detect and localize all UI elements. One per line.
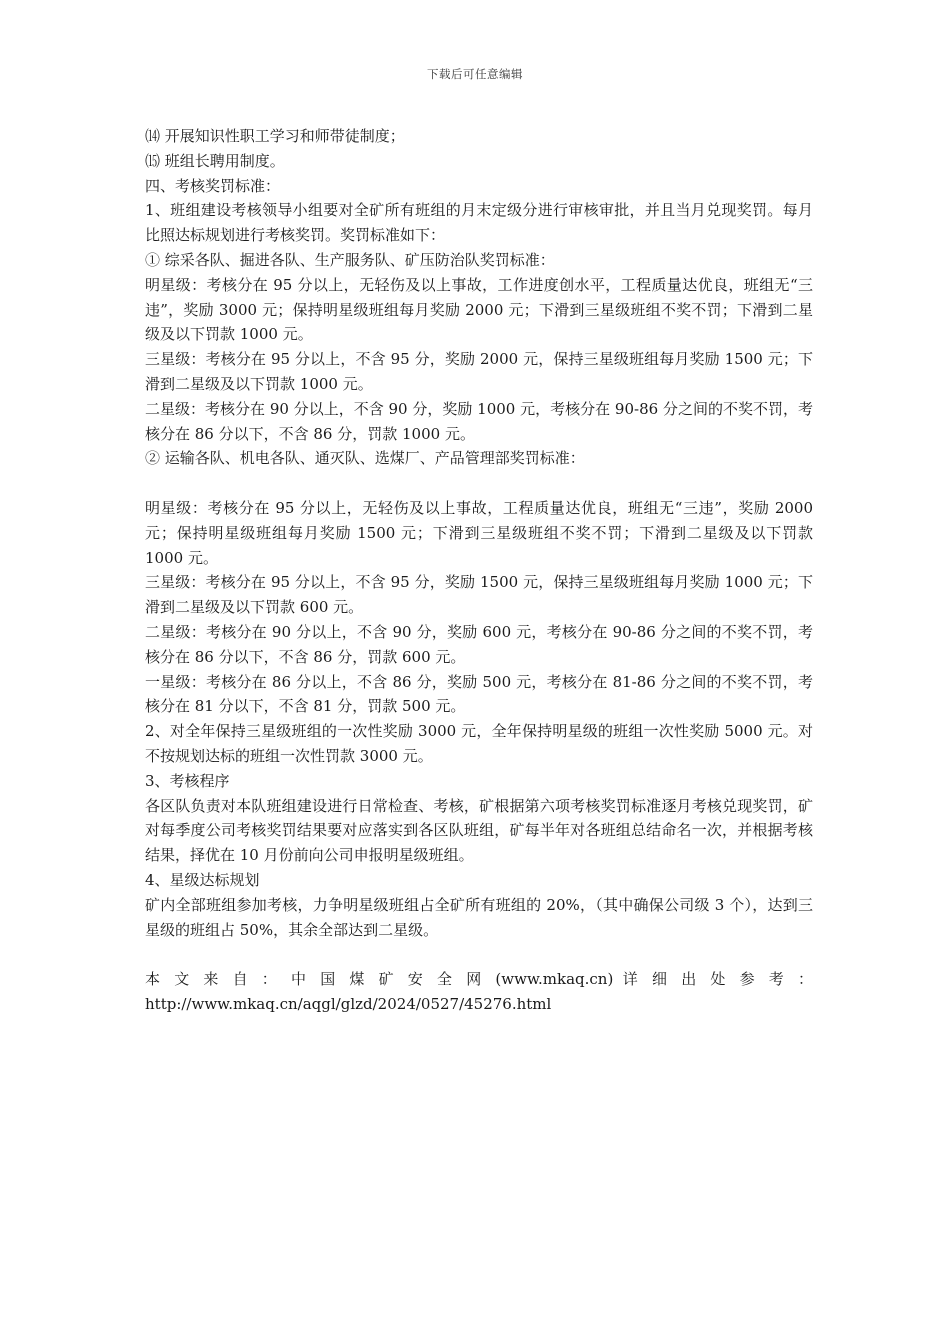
group2-one-star: 一星级：考核分在 86 分以上，不含 86 分，奖励 500 元，考核分在 81-86 分之间的不奖不罚，考核分在 81 分以下，不含 81 分，罚款 500 元。 bbox=[145, 672, 813, 716]
subheading-group-2: ② 运输各队、机电各队、通灭队、选煤厂、产品管理部奖罚标准： bbox=[145, 449, 585, 468]
source-url: http://www.mkaq.cn/aqgl/glzd/2024/0527/45276.html bbox=[145, 994, 552, 1013]
paragraph-procedure: 各区队负责对本队班组建设进行日常检查、考核，矿根据第六项考核奖罚标准逐月考核兑现奖罚，矿对每季度公司考核奖罚结果要对应落实到各区队班组，矿每半年对各班组总结命名一次，并根据考核结果，择优在 10 月份前向公司申报明星级班组。 bbox=[145, 796, 813, 865]
group1-star-level: 明星级：考核分在 95 分以上，无轻伤及以上事故，工作进度创水平，工程质量达优良，班组无“三违”，奖励 3000 元；保持明星级班组每月奖励 2000 元；下滑到三星级班组不奖不罚；下滑到二星级及以下罚款 1000 元。 bbox=[145, 275, 813, 344]
paragraph-plan: 矿内全部班组参加考核，力争明星级班组占全矿所有班组的 20%，（其中确保公司级 3 个），达到三星级的班组占 50%，其余全部达到二星级。 bbox=[145, 895, 813, 939]
section-heading-4b: 4、星级达标规划 bbox=[145, 870, 260, 889]
section-heading-3: 3、考核程序 bbox=[145, 771, 230, 790]
document-body bbox=[145, 124, 813, 1017]
group1-two-star: 二星级：考核分在 90 分以上，不含 90 分，奖励 1000 元，考核分在 90-86 分之间的不奖不罚，考核分在 86 分以下，不含 86 分，罚款 1000 元。 bbox=[145, 399, 813, 443]
group2-star-level: 明星级：考核分在 95 分以上，无轻伤及以上事故，工程质量达优良，班组无“三违”，奖励 2000 元；保持明星级班组每月奖励 1500 元；下滑到三星级班组不奖不罚；下滑到二星级及以下罚款 1000 元。 bbox=[145, 498, 813, 567]
paragraph-rule-2: 2、对全年保持三星级班组的一次性奖励 3000 元，全年保持明星级的班组一次性奖励 5000 元。对不按规划达标的班组一次性罚款 3000 元。 bbox=[145, 722, 813, 765]
blank-line bbox=[145, 471, 813, 496]
list-item-14: ⒁ 开展知识性职工学习和师带徒制度； bbox=[145, 127, 405, 145]
paragraph-rule-1: 1、班组建设考核领导小组要对全矿所有班组的月末定级分进行审核审批，并且当月兑现奖罚。每月比照达标规划进行考核奖罚。奖罚标准如下： bbox=[145, 201, 813, 245]
group2-two-star: 二星级：考核分在 90 分以上，不含 90 分，奖励 600 元，考核分在 90-86 分之间的不奖不罚，考核分在 86 分以下，不含 86 分，罚款 600 元。 bbox=[145, 622, 813, 666]
subheading-group-1: ① 综采各队、掘进各队、生产服务队、矿压防治队奖罚标准： bbox=[145, 250, 555, 269]
group1-three-star: 三星级：考核分在 95 分以上，不含 95 分，奖励 2000 元，保持三星级班组每月奖励 1500 元；下滑到二星级及以下罚款 1000 元。 bbox=[145, 350, 813, 393]
section-heading-4: 四、考核奖罚标准： bbox=[145, 176, 281, 195]
source-attribution: 本 文 来 自 ： 中 国 煤 矿 安 全 网 (www.mkaq.cn) 详 细 出 处 参 考 ： bbox=[145, 970, 813, 989]
list-item-15: ⒂ 班组长聘用制度。 bbox=[145, 151, 285, 170]
group2-three-star: 三星级：考核分在 95 分以上，不含 95 分，奖励 1500 元，保持三星级班组每月奖励 1000 元；下滑到二星级及以下罚款 600 元。 bbox=[145, 573, 813, 617]
page-header: 下载后可任意编辑 bbox=[427, 67, 523, 81]
